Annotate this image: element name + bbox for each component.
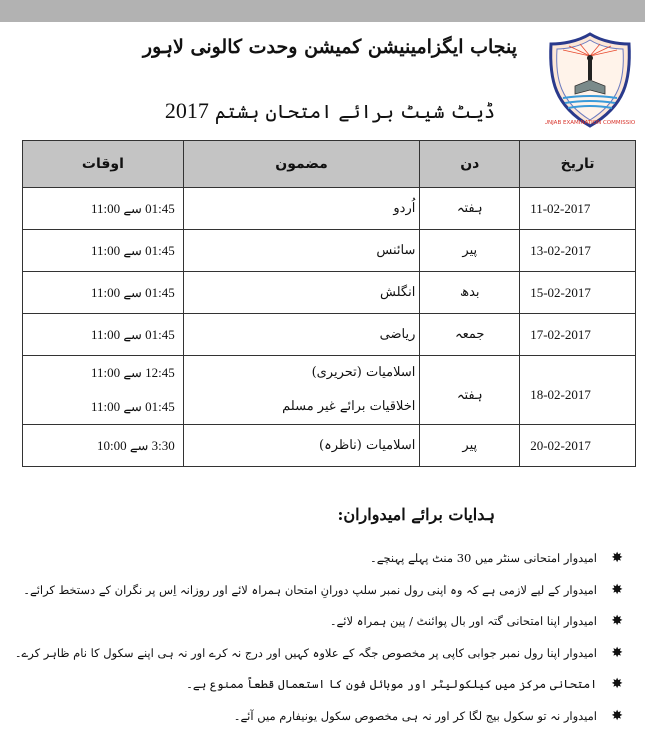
cell-date: 18-02-2017 xyxy=(520,356,636,425)
punjab-examination-commission-logo xyxy=(545,30,635,130)
cell-time: 01:45 سے 11:00 xyxy=(23,314,184,356)
list-item xyxy=(3,611,623,643)
cell-date: 13-02-2017 xyxy=(520,230,636,272)
cell-subject: سائنس xyxy=(183,230,420,272)
organization-title: پنجاب ایگزامینیشن کمیشن وحدت کالونی لاہور xyxy=(142,36,518,58)
table-header-row xyxy=(23,141,636,188)
date-sheet-year: 2017 xyxy=(164,98,209,123)
cell-date: 11-02-2017 xyxy=(520,188,636,230)
cell-subject: اسلامیات (ناظرہ) xyxy=(183,425,420,467)
instruction-text: امیدوار نہ تو سکول بیج لگا کر اور نہ ہی مخصوص سکول یونیفارم میں آئے۔ xyxy=(233,708,597,723)
cell-day: پیر xyxy=(420,230,520,272)
table-row xyxy=(23,314,636,356)
table-row xyxy=(23,356,636,425)
star-bullet-icon: ✸ xyxy=(611,581,623,598)
top-gray-bar xyxy=(0,0,645,22)
star-bullet-icon: ✸ xyxy=(611,613,623,629)
cell-time xyxy=(23,356,184,425)
cell-date: 15-02-2017 xyxy=(520,272,636,314)
instruction-text: امیدوار امتحانی سنٹر میں 30 منٹ پہلے پہنچے۔ xyxy=(370,551,597,565)
cell-time: 3:30 سے 10:00 xyxy=(23,425,184,467)
list-item xyxy=(3,643,623,675)
subject-line: اخلاقیات برائے غیر مسلم xyxy=(282,399,416,414)
cell-time: 01:45 سے 11:00 xyxy=(23,188,184,230)
instruction-text: امیدوار اپنا رول نمبر جوابی کاپی پر مخصوص جگہ کے علاوہ کہیں اور درج نہ کرے اور نہ ہی اپنے سکول کا نام ظاہر کرے۔ xyxy=(14,645,597,660)
date-sheet-table xyxy=(22,140,636,467)
table-row xyxy=(23,272,636,314)
cell-subject: ریاضی xyxy=(183,314,420,356)
instructions-list xyxy=(3,548,623,737)
table-row xyxy=(23,188,636,230)
column-header-day: دن xyxy=(420,141,520,188)
table-row xyxy=(23,230,636,272)
table-row xyxy=(23,425,636,467)
cell-subject xyxy=(183,356,420,425)
cell-day: جمعہ xyxy=(420,314,520,356)
shield-logo-icon xyxy=(545,30,635,130)
cell-date: 17-02-2017 xyxy=(520,314,636,356)
svg-text:PUNJAB EXAMINATION COMMISSION: PUNJAB EXAMINATION COMMISSION xyxy=(545,120,635,126)
subject-line: اسلامیات (تحریری) xyxy=(311,365,416,380)
list-item xyxy=(3,674,623,706)
column-header-time: اوقات xyxy=(23,141,184,188)
star-bullet-icon: ✸ xyxy=(611,550,623,566)
star-bullet-icon: ✸ xyxy=(611,676,623,692)
cell-subject: اُردو xyxy=(183,188,420,230)
time-line: 12:45 سے 11:00 xyxy=(90,365,175,380)
cell-day: پیر xyxy=(420,425,520,467)
list-item xyxy=(3,580,623,612)
cell-day: ہفتہ xyxy=(420,356,520,425)
star-bullet-icon: ✸ xyxy=(611,707,623,724)
cell-date: 20-02-2017 xyxy=(520,425,636,467)
cell-time: 01:45 سے 11:00 xyxy=(23,230,184,272)
list-item xyxy=(3,706,623,738)
time-line: 01:45 سے 11:00 xyxy=(90,399,175,414)
instruction-text: امیدوار اپنا امتحانی گتہ اور بال پوائنٹ / پین ہمراہ لائے۔ xyxy=(329,614,597,628)
date-sheet-title-text: ڈیٹ شیٹ برائے امتحان ہشتم xyxy=(214,101,496,123)
cell-time: 01:45 سے 11:00 xyxy=(23,272,184,314)
instructions-heading: ہدایات برائے امیدواران: xyxy=(337,505,495,524)
cell-subject: انگلش xyxy=(183,272,420,314)
column-header-date: تاریخ xyxy=(520,141,636,188)
star-bullet-icon: ✸ xyxy=(611,644,623,661)
list-item xyxy=(3,548,623,580)
column-header-subject: مضمون xyxy=(183,141,420,188)
instruction-text: امیدوار کے لیے لازمی ہے کہ وہ اپنی رول نمبر سلپ دورانِ امتحان ہمراہ لائے اور روزانہ اِس پر نگران کے دستخط کرائے۔ xyxy=(23,582,597,597)
instruction-text: امتحانی مرکز میں کیلکولیٹر اور موبائل فون کا استعمال قطعاً ممنوع ہے۔ xyxy=(186,677,597,691)
cell-day: بدھ xyxy=(420,272,520,314)
cell-day: ہفتہ xyxy=(420,188,520,230)
date-sheet-title xyxy=(130,98,530,124)
